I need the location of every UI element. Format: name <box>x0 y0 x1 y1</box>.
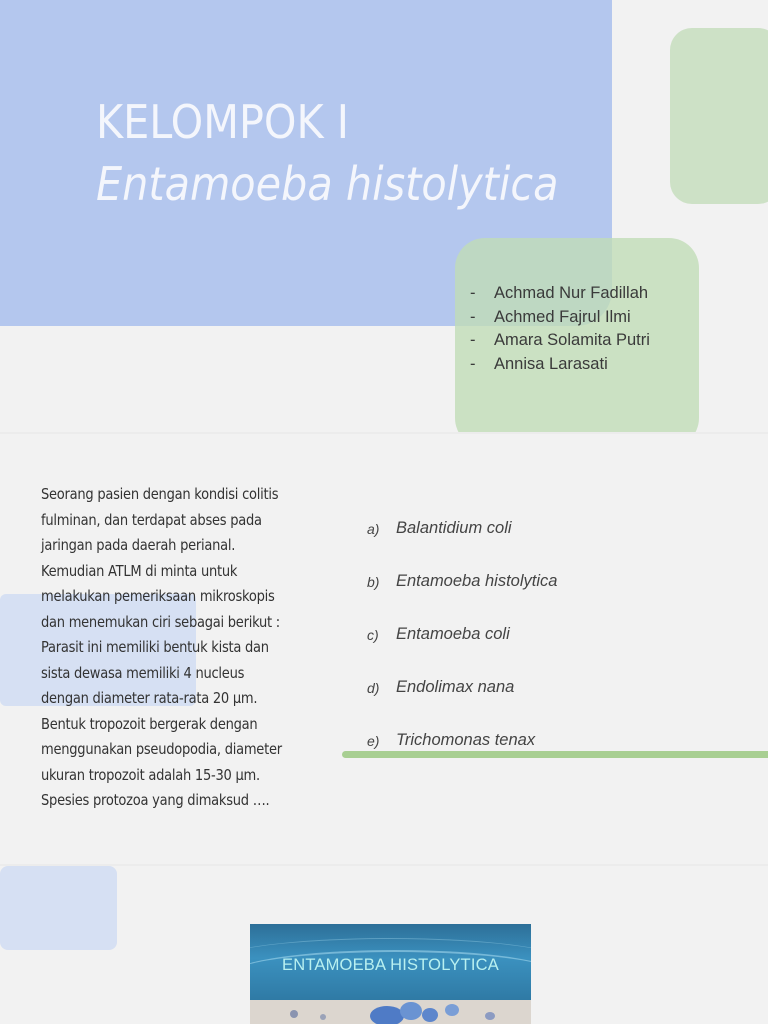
question-slide <box>0 434 768 864</box>
member-dash: - <box>470 331 476 350</box>
question-line: Kemudian ATLM di minta untuk <box>41 561 238 580</box>
question-line: Seorang pasien dengan kondisi colitis <box>41 485 279 503</box>
image-slide <box>0 866 768 1024</box>
option-text: Entamoeba coli <box>396 625 510 643</box>
question-line: sista dewasa memiliki 4 nucleus <box>41 663 245 682</box>
option-letter: e) <box>367 732 380 749</box>
option-text: Endolimax nana <box>396 678 515 696</box>
cell-blob <box>370 1006 404 1024</box>
option-letter: d) <box>367 679 380 696</box>
question-line: melakukan pemeriksaan mikroskopis <box>41 587 275 605</box>
member-item <box>470 329 650 353</box>
member-item <box>470 353 650 377</box>
question-line: dengan diameter rata-rata 20 μm. <box>41 689 258 707</box>
slide-title <box>96 92 558 216</box>
option-letter: c) <box>367 626 379 643</box>
cell-blob <box>445 1004 459 1016</box>
answer-options <box>367 502 557 767</box>
answer-option[interactable] <box>367 608 557 661</box>
answer-option[interactable] <box>367 555 557 608</box>
question-line: ukuran tropozoit adalah 15-30 μm. <box>41 765 260 784</box>
green-decor-panel <box>670 28 768 204</box>
option-text: Balantidium coli <box>396 519 512 537</box>
question-line: Bentuk tropozoit bergerak dengan <box>41 714 258 733</box>
option-letter: a) <box>367 520 380 537</box>
option-text: Entamoeba histolytica <box>396 572 558 590</box>
image-title: ENTAMOEBA HISTOLYTICA <box>282 956 499 974</box>
question-line: jaringan pada daerah perianal. <box>41 536 236 554</box>
option-letter: b) <box>367 573 380 590</box>
group-title: KELOMPOK I <box>96 95 349 149</box>
member-name: Annisa Larasati <box>494 354 608 373</box>
micrograph <box>250 1000 531 1024</box>
member-name: Achmed Fajrul Ilmi <box>494 307 631 326</box>
option-text: Trichomonas tenax <box>396 731 536 749</box>
question-line: Spesies protozoa yang dimaksud …. <box>41 791 270 809</box>
member-dash: - <box>470 354 476 373</box>
title-slide <box>0 0 768 432</box>
question-text <box>41 482 325 814</box>
member-dash: - <box>470 307 476 326</box>
specimen-image <box>250 924 531 1024</box>
member-name: Achmad Nur Fadillah <box>494 284 649 303</box>
question-line: Parasit ini memiliki bentuk kista dan <box>41 638 269 656</box>
cell-blob <box>290 1010 298 1018</box>
answer-option[interactable] <box>367 661 557 714</box>
question-line: dan menemukan ciri sebagai berikut : <box>41 612 280 631</box>
blue-decor-square <box>0 866 117 950</box>
cell-blob <box>422 1008 438 1022</box>
species-title: Entamoeba histolytica <box>96 157 559 211</box>
member-item <box>470 282 650 306</box>
answer-option[interactable] <box>367 714 557 767</box>
member-list <box>470 282 650 376</box>
question-line: menggunakan pseudopodia, diameter <box>41 740 282 758</box>
cell-blob <box>400 1002 422 1020</box>
green-divider <box>342 751 768 758</box>
cell-blob <box>485 1012 495 1020</box>
question-line: fulminan, dan terdapat abses pada <box>41 510 262 529</box>
cell-blob <box>320 1014 326 1020</box>
member-dash: - <box>470 284 476 303</box>
answer-option[interactable] <box>367 502 557 555</box>
member-item <box>470 306 650 330</box>
member-name: Amara Solamita Putri <box>494 331 650 350</box>
